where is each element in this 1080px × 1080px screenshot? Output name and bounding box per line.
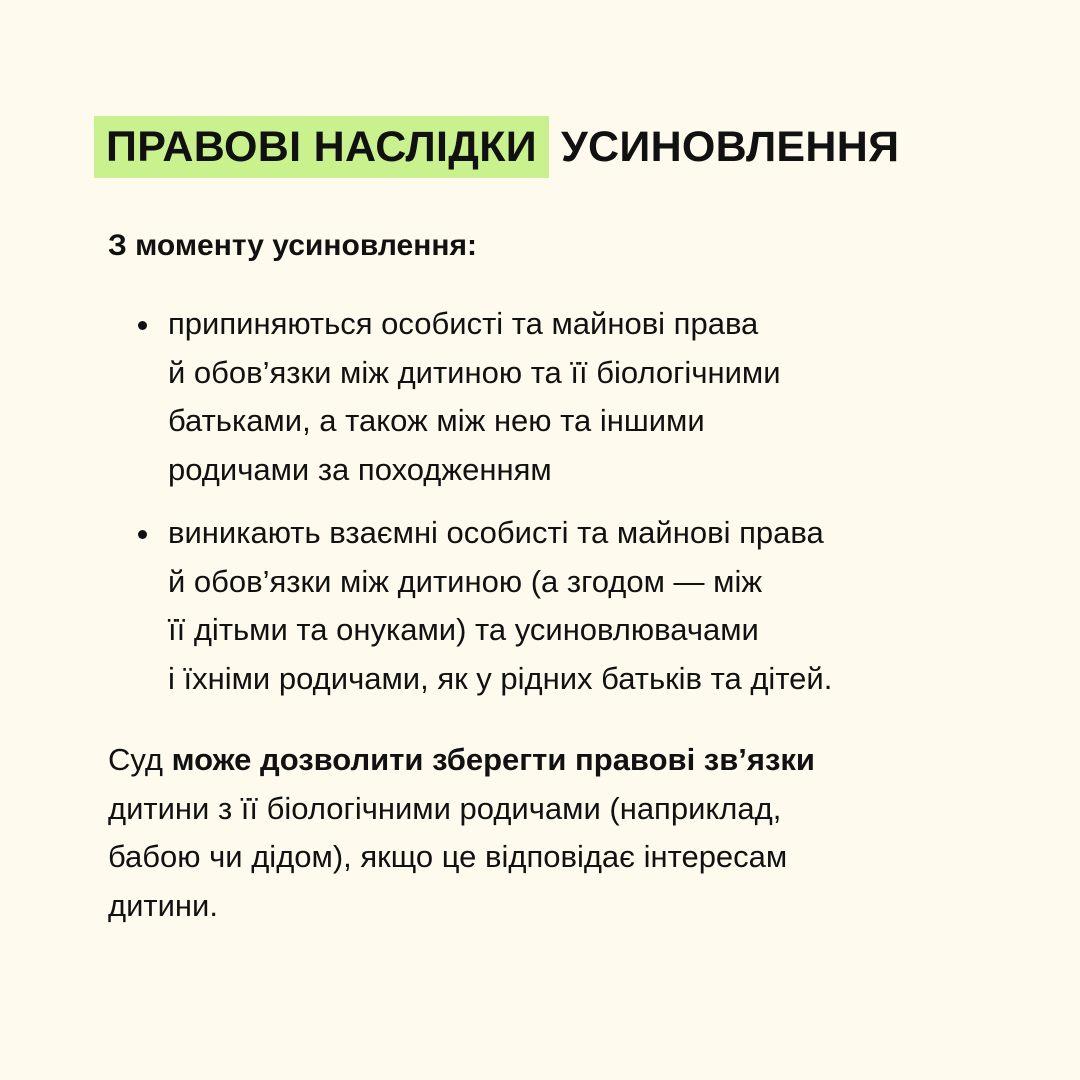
bullet-line: виникають взаємні особисті та майнові права [168,515,824,550]
paragraph-bold: може дозволити зберегти правові зв’язки [171,742,815,777]
bullet-line: її дітьми та онуками) та усиновлювачами [168,612,759,647]
closing-paragraph [108,736,1008,930]
bullet-line: й обов’язки між дитиною та її біологічними [168,354,781,390]
bullet-dot-icon [138,530,147,539]
bullet-line: і їхніми родичами, як у рідних батьків та дітей. [168,660,833,696]
paragraph-line: бабою чи дідом), якщо це відповідає інтересам [108,839,788,874]
paragraph-line: дитини. [108,887,218,923]
subtitle: З моменту усиновлення: [108,229,477,262]
paragraph-prefix: Суд [108,742,172,777]
bullet-item [168,509,1028,703]
title-highlight: ПРАВОВІ НАСЛІДКИ [94,116,549,178]
bullet-dot-icon [138,321,147,330]
paragraph-line: дитини з її біологічними родичами (наприклад, [108,790,782,826]
bullet-line: припиняються особисті та майнові права [168,306,759,341]
bullet-list [168,300,1028,703]
bullet-item [168,300,1028,494]
paragraph-first-line [108,736,1008,785]
title-rest: УСИНОВЛЕННЯ [560,122,900,171]
bullet-line: й обов’язки між дитиною (а згодом — між [168,563,763,599]
bullet-line: батьками, а також між нею та іншими [168,403,705,438]
page-title [94,116,899,178]
bullet-line: родичами за походженням [168,451,552,487]
